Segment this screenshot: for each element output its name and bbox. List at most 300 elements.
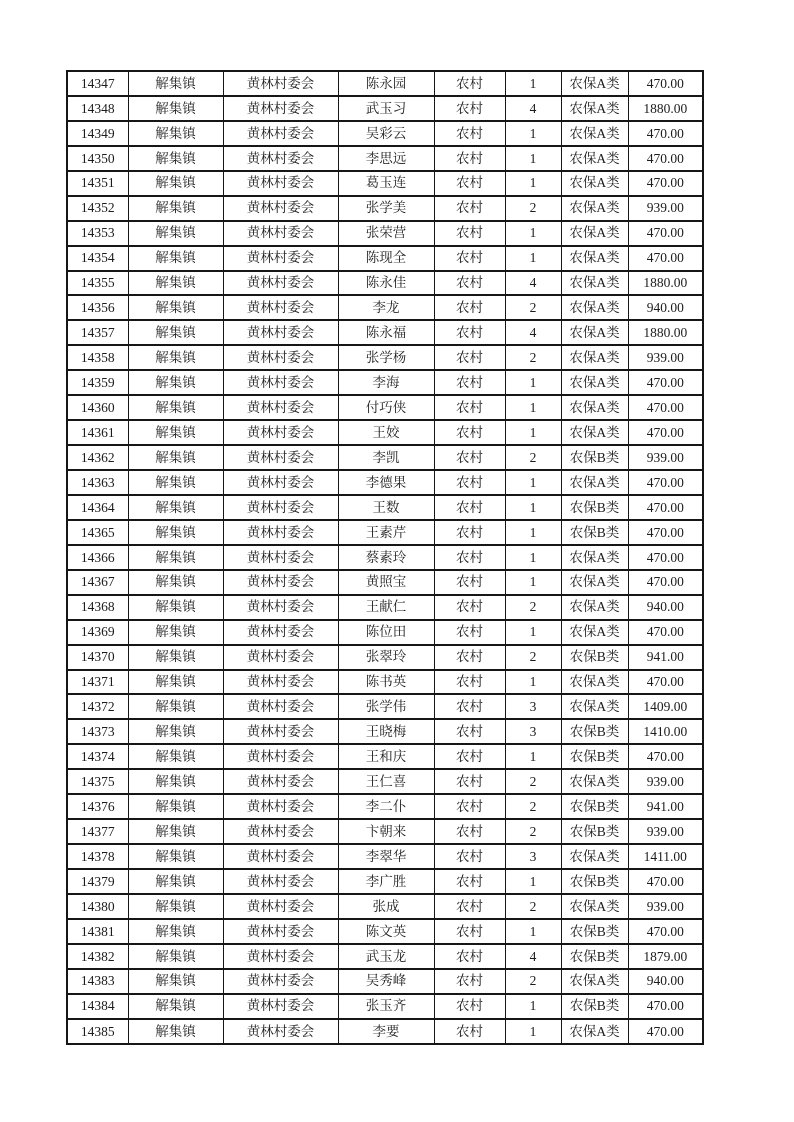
table-row [67,769,703,794]
cell-name: 陈永园 [338,71,434,96]
table-row [67,620,703,645]
cell-amount: 940.00 [628,969,703,994]
cell-category: 农保B类 [561,744,628,769]
cell-category: 农保B类 [561,445,628,470]
cell-category: 农保B类 [561,944,628,969]
cell-name: 李德果 [338,470,434,495]
cell-count: 1 [505,670,561,695]
cell-category: 农保B类 [561,919,628,944]
cell-name: 陈现全 [338,246,434,271]
cell-amount: 1411.00 [628,844,703,869]
cell-town: 解集镇 [128,320,223,345]
cell-town: 解集镇 [128,670,223,695]
cell-residence: 农村 [434,719,505,744]
cell-count: 1 [505,71,561,96]
cell-name: 张玉齐 [338,994,434,1019]
cell-residence: 农村 [434,445,505,470]
cell-residence: 农村 [434,370,505,395]
cell-town: 解集镇 [128,121,223,146]
cell-residence: 农村 [434,819,505,844]
cell-id: 14374 [67,744,128,769]
cell-id: 14362 [67,445,128,470]
cell-town: 解集镇 [128,71,223,96]
cell-category: 农保B类 [561,994,628,1019]
cell-count: 1 [505,420,561,445]
cell-id: 14364 [67,495,128,520]
cell-category: 农保A类 [561,395,628,420]
cell-id: 14378 [67,844,128,869]
cell-id: 14356 [67,295,128,320]
cell-id: 14357 [67,320,128,345]
cell-count: 1 [505,495,561,520]
cell-amount: 470.00 [628,121,703,146]
cell-town: 解集镇 [128,271,223,296]
cell-amount: 470.00 [628,221,703,246]
table-row [67,919,703,944]
cell-name: 李凯 [338,445,434,470]
cell-town: 解集镇 [128,345,223,370]
cell-category: 农保A类 [561,171,628,196]
table-row [67,395,703,420]
cell-category: 农保B类 [561,794,628,819]
cell-town: 解集镇 [128,620,223,645]
cell-residence: 农村 [434,420,505,445]
cell-town: 解集镇 [128,844,223,869]
cell-amount: 470.00 [628,370,703,395]
cell-id: 14358 [67,345,128,370]
cell-town: 解集镇 [128,919,223,944]
cell-amount: 939.00 [628,819,703,844]
cell-category: 农保A类 [561,894,628,919]
cell-village: 黄林村委会 [223,545,338,570]
cell-amount: 470.00 [628,994,703,1019]
cell-town: 解集镇 [128,146,223,171]
cell-id: 14363 [67,470,128,495]
cell-name: 李要 [338,1019,434,1044]
cell-count: 1 [505,919,561,944]
cell-residence: 农村 [434,171,505,196]
cell-village: 黄林村委会 [223,694,338,719]
cell-name: 葛玉连 [338,171,434,196]
table-row [67,196,703,221]
cell-category: 农保B类 [561,819,628,844]
cell-amount: 470.00 [628,495,703,520]
cell-amount: 470.00 [628,171,703,196]
cell-name: 王仁喜 [338,769,434,794]
cell-category: 农保A类 [561,470,628,495]
cell-count: 4 [505,320,561,345]
cell-id: 14353 [67,221,128,246]
cell-amount: 470.00 [628,1019,703,1044]
payment-records-table [66,70,704,1045]
cell-town: 解集镇 [128,370,223,395]
cell-count: 1 [505,520,561,545]
cell-name: 吴彩云 [338,121,434,146]
cell-town: 解集镇 [128,894,223,919]
cell-id: 14384 [67,994,128,1019]
cell-category: 农保B类 [561,869,628,894]
table-row [67,670,703,695]
cell-count: 4 [505,944,561,969]
table-row [67,121,703,146]
table-row [67,595,703,620]
table-row [67,719,703,744]
cell-count: 1 [505,221,561,246]
cell-amount: 939.00 [628,894,703,919]
cell-category: 农保A类 [561,969,628,994]
cell-village: 黄林村委会 [223,271,338,296]
cell-id: 14352 [67,196,128,221]
cell-id: 14379 [67,869,128,894]
cell-id: 14367 [67,570,128,595]
cell-residence: 农村 [434,295,505,320]
cell-village: 黄林村委会 [223,944,338,969]
cell-name: 陈永福 [338,320,434,345]
table-row [67,844,703,869]
cell-name: 张学杨 [338,345,434,370]
cell-residence: 农村 [434,794,505,819]
table-row [67,744,703,769]
cell-village: 黄林村委会 [223,819,338,844]
cell-residence: 农村 [434,96,505,121]
cell-count: 1 [505,146,561,171]
cell-town: 解集镇 [128,545,223,570]
cell-residence: 农村 [434,146,505,171]
cell-village: 黄林村委会 [223,495,338,520]
cell-residence: 农村 [434,495,505,520]
cell-category: 农保A类 [561,146,628,171]
table-row [67,520,703,545]
cell-town: 解集镇 [128,819,223,844]
table-row [67,295,703,320]
cell-residence: 农村 [434,694,505,719]
cell-category: 农保A类 [561,694,628,719]
cell-name: 卞朝来 [338,819,434,844]
cell-category: 农保A类 [561,420,628,445]
cell-residence: 农村 [434,246,505,271]
cell-residence: 农村 [434,71,505,96]
cell-residence: 农村 [434,994,505,1019]
table-row [67,794,703,819]
cell-name: 陈文英 [338,919,434,944]
cell-residence: 农村 [434,520,505,545]
cell-residence: 农村 [434,345,505,370]
table-row [67,894,703,919]
cell-village: 黄林村委会 [223,744,338,769]
cell-residence: 农村 [434,221,505,246]
cell-id: 14382 [67,944,128,969]
cell-count: 2 [505,969,561,994]
cell-village: 黄林村委会 [223,295,338,320]
cell-amount: 470.00 [628,869,703,894]
cell-amount: 470.00 [628,919,703,944]
cell-amount: 470.00 [628,395,703,420]
table-row [67,71,703,96]
cell-name: 王姣 [338,420,434,445]
cell-count: 1 [505,744,561,769]
cell-amount: 1409.00 [628,694,703,719]
cell-id: 14359 [67,370,128,395]
cell-residence: 农村 [434,121,505,146]
cell-village: 黄林村委会 [223,620,338,645]
cell-amount: 1879.00 [628,944,703,969]
table-row [67,495,703,520]
cell-name: 李海 [338,370,434,395]
cell-amount: 470.00 [628,570,703,595]
cell-amount: 470.00 [628,545,703,570]
cell-village: 黄林村委会 [223,146,338,171]
table-row [67,445,703,470]
cell-name: 李龙 [338,295,434,320]
cell-amount: 470.00 [628,146,703,171]
cell-category: 农保B类 [561,719,628,744]
cell-count: 2 [505,196,561,221]
cell-village: 黄林村委会 [223,96,338,121]
cell-residence: 农村 [434,969,505,994]
cell-village: 黄林村委会 [223,994,338,1019]
cell-village: 黄林村委会 [223,894,338,919]
cell-count: 1 [505,545,561,570]
cell-id: 14351 [67,171,128,196]
cell-id: 14377 [67,819,128,844]
table-row [67,819,703,844]
table-row [67,969,703,994]
cell-village: 黄林村委会 [223,844,338,869]
cell-residence: 农村 [434,944,505,969]
cell-amount: 470.00 [628,420,703,445]
cell-town: 解集镇 [128,221,223,246]
cell-category: 农保A类 [561,545,628,570]
table-row [67,694,703,719]
cell-category: 农保A类 [561,221,628,246]
table-row [67,470,703,495]
cell-residence: 农村 [434,570,505,595]
cell-town: 解集镇 [128,96,223,121]
cell-name: 王晓梅 [338,719,434,744]
cell-count: 1 [505,171,561,196]
cell-id: 14375 [67,769,128,794]
cell-amount: 939.00 [628,345,703,370]
cell-name: 张成 [338,894,434,919]
cell-village: 黄林村委会 [223,221,338,246]
cell-residence: 农村 [434,645,505,670]
cell-id: 14348 [67,96,128,121]
table-row [67,869,703,894]
cell-category: 农保A类 [561,1019,628,1044]
cell-town: 解集镇 [128,994,223,1019]
cell-village: 黄林村委会 [223,420,338,445]
cell-amount: 1880.00 [628,96,703,121]
cell-category: 农保B类 [561,645,628,670]
cell-category: 农保A类 [561,96,628,121]
cell-residence: 农村 [434,196,505,221]
cell-residence: 农村 [434,470,505,495]
cell-id: 14372 [67,694,128,719]
cell-category: 农保A类 [561,769,628,794]
table-row [67,420,703,445]
cell-id: 14368 [67,595,128,620]
cell-town: 解集镇 [128,420,223,445]
cell-residence: 农村 [434,919,505,944]
cell-name: 王和庆 [338,744,434,769]
table-row [67,271,703,296]
cell-town: 解集镇 [128,171,223,196]
table-row [67,645,703,670]
cell-amount: 470.00 [628,744,703,769]
cell-residence: 农村 [434,545,505,570]
cell-amount: 470.00 [628,520,703,545]
cell-name: 张翠玲 [338,645,434,670]
cell-town: 解集镇 [128,694,223,719]
cell-name: 李二仆 [338,794,434,819]
cell-category: 农保A类 [561,295,628,320]
cell-town: 解集镇 [128,470,223,495]
cell-town: 解集镇 [128,769,223,794]
cell-residence: 农村 [434,869,505,894]
table-row [67,96,703,121]
cell-amount: 941.00 [628,645,703,670]
cell-amount: 1880.00 [628,320,703,345]
cell-residence: 农村 [434,769,505,794]
cell-name: 李广胜 [338,869,434,894]
cell-amount: 939.00 [628,445,703,470]
cell-count: 4 [505,96,561,121]
cell-id: 14383 [67,969,128,994]
cell-amount: 470.00 [628,670,703,695]
cell-count: 1 [505,370,561,395]
cell-residence: 农村 [434,1019,505,1044]
cell-name: 张荣营 [338,221,434,246]
cell-residence: 农村 [434,620,505,645]
cell-residence: 农村 [434,395,505,420]
cell-id: 14370 [67,645,128,670]
cell-amount: 1880.00 [628,271,703,296]
cell-name: 黄照宝 [338,570,434,595]
cell-count: 2 [505,445,561,470]
cell-category: 农保A类 [561,121,628,146]
cell-village: 黄林村委会 [223,570,338,595]
cell-amount: 470.00 [628,470,703,495]
cell-village: 黄林村委会 [223,1019,338,1044]
cell-village: 黄林村委会 [223,969,338,994]
cell-residence: 农村 [434,670,505,695]
cell-village: 黄林村委会 [223,370,338,395]
cell-id: 14371 [67,670,128,695]
cell-village: 黄林村委会 [223,470,338,495]
cell-count: 3 [505,694,561,719]
cell-amount: 939.00 [628,769,703,794]
cell-id: 14361 [67,420,128,445]
cell-id: 14360 [67,395,128,420]
cell-id: 14380 [67,894,128,919]
table-row [67,246,703,271]
cell-category: 农保A类 [561,570,628,595]
cell-residence: 农村 [434,844,505,869]
cell-count: 1 [505,470,561,495]
cell-town: 解集镇 [128,295,223,320]
cell-count: 2 [505,894,561,919]
cell-village: 黄林村委会 [223,171,338,196]
cell-residence: 农村 [434,744,505,769]
cell-village: 黄林村委会 [223,121,338,146]
cell-residence: 农村 [434,595,505,620]
cell-town: 解集镇 [128,1019,223,1044]
cell-amount: 939.00 [628,196,703,221]
cell-village: 黄林村委会 [223,595,338,620]
cell-id: 14349 [67,121,128,146]
cell-village: 黄林村委会 [223,345,338,370]
cell-id: 14355 [67,271,128,296]
cell-name: 蔡素玲 [338,545,434,570]
cell-id: 14365 [67,520,128,545]
cell-count: 2 [505,645,561,670]
cell-town: 解集镇 [128,969,223,994]
cell-village: 黄林村委会 [223,520,338,545]
cell-village: 黄林村委会 [223,395,338,420]
table-row [67,320,703,345]
cell-village: 黄林村委会 [223,919,338,944]
cell-count: 1 [505,570,561,595]
cell-town: 解集镇 [128,495,223,520]
table-row [67,570,703,595]
cell-category: 农保A类 [561,620,628,645]
cell-category: 农保A类 [561,670,628,695]
cell-category: 农保B类 [561,520,628,545]
cell-name: 武玉习 [338,96,434,121]
cell-count: 1 [505,994,561,1019]
cell-name: 王献仁 [338,595,434,620]
cell-village: 黄林村委会 [223,196,338,221]
cell-count: 1 [505,121,561,146]
cell-town: 解集镇 [128,395,223,420]
cell-id: 14366 [67,545,128,570]
cell-town: 解集镇 [128,719,223,744]
table-row [67,944,703,969]
cell-id: 14369 [67,620,128,645]
table-row [67,221,703,246]
cell-count: 1 [505,620,561,645]
cell-village: 黄林村委会 [223,246,338,271]
cell-category: 农保A类 [561,844,628,869]
cell-count: 2 [505,595,561,620]
cell-amount: 941.00 [628,794,703,819]
cell-residence: 农村 [434,320,505,345]
cell-amount: 940.00 [628,595,703,620]
cell-name: 王素芹 [338,520,434,545]
cell-name: 陈位田 [338,620,434,645]
cell-category: 农保A类 [561,320,628,345]
cell-id: 14381 [67,919,128,944]
cell-town: 解集镇 [128,196,223,221]
cell-count: 2 [505,794,561,819]
cell-town: 解集镇 [128,944,223,969]
cell-amount: 470.00 [628,620,703,645]
cell-id: 14376 [67,794,128,819]
cell-town: 解集镇 [128,645,223,670]
cell-name: 陈永佳 [338,271,434,296]
cell-town: 解集镇 [128,595,223,620]
cell-name: 李翠华 [338,844,434,869]
cell-village: 黄林村委会 [223,719,338,744]
cell-name: 李思远 [338,146,434,171]
cell-category: 农保A类 [561,345,628,370]
cell-id: 14354 [67,246,128,271]
table-row [67,545,703,570]
table-row [67,370,703,395]
cell-village: 黄林村委会 [223,869,338,894]
cell-amount: 470.00 [628,71,703,96]
cell-name: 张学美 [338,196,434,221]
